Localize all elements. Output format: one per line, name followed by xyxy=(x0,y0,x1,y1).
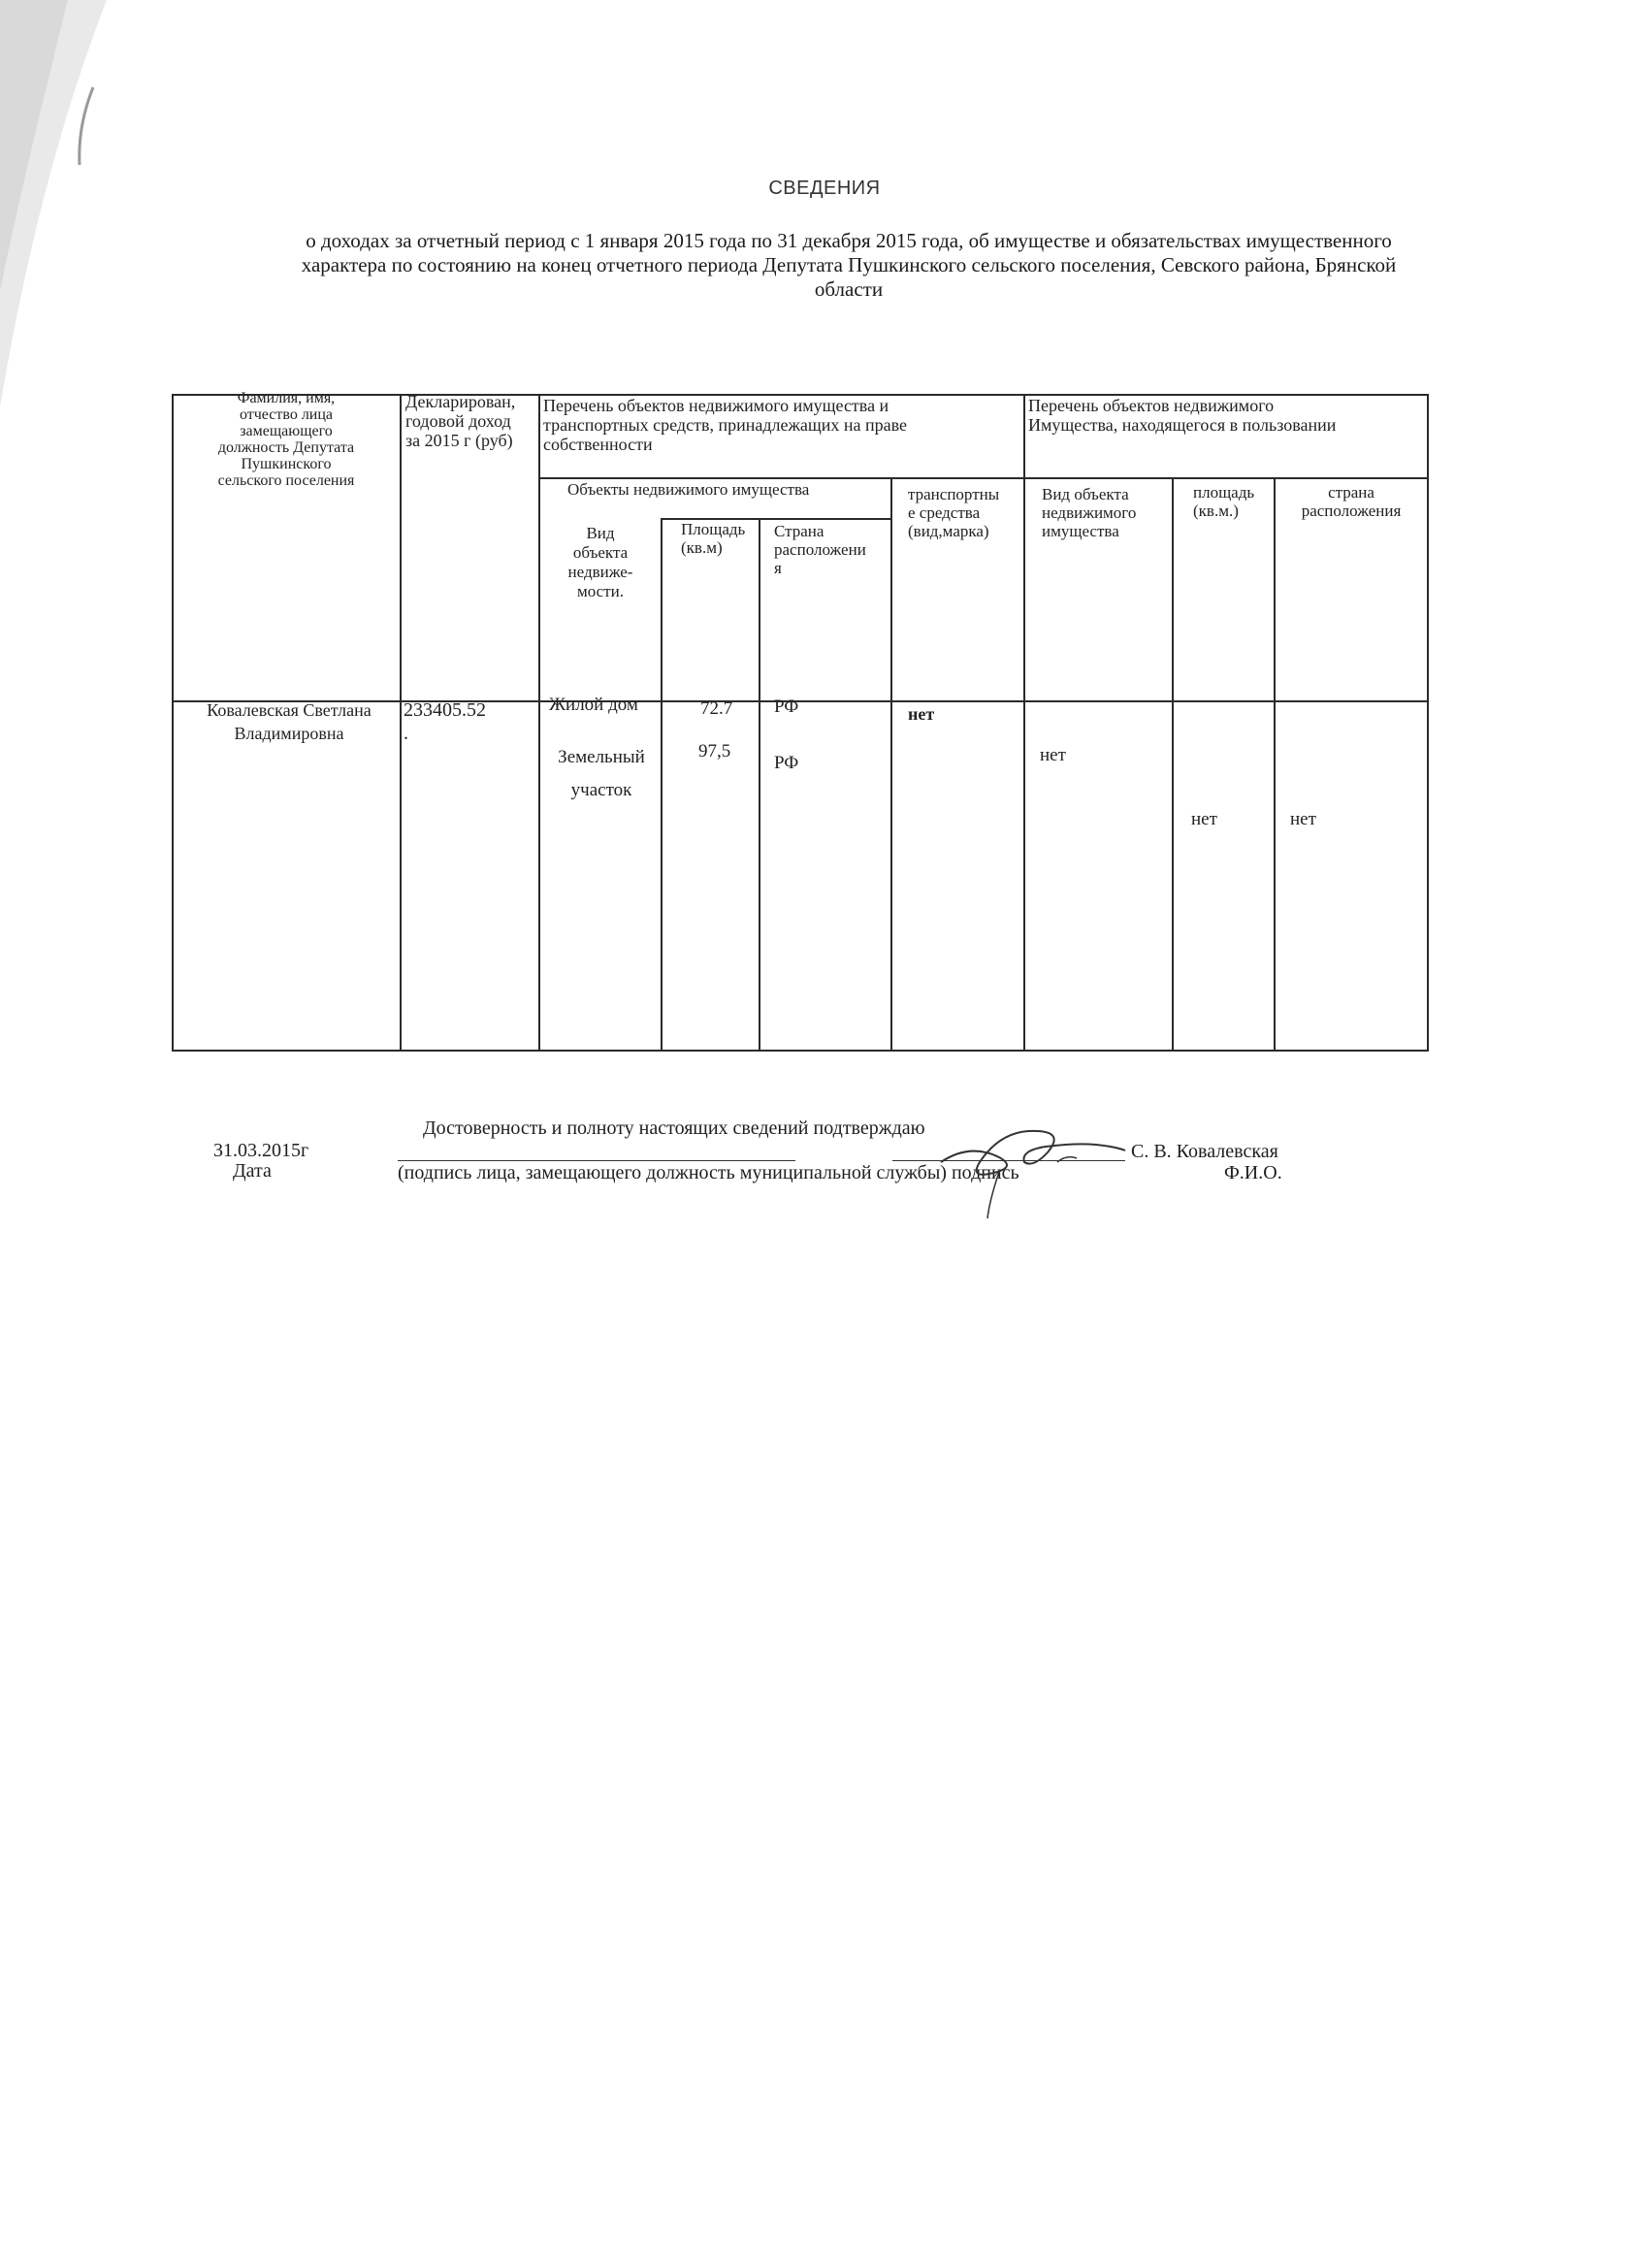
subtitle-line: области xyxy=(814,277,884,301)
row-used-type: нет xyxy=(1040,745,1066,765)
header-used-area xyxy=(1193,483,1271,520)
header-income xyxy=(405,392,537,450)
header-line: Вид xyxy=(586,524,615,542)
row-line: Владимировна xyxy=(234,724,344,743)
scan-edge-shadow xyxy=(0,0,155,407)
header-line: Перечень объектов недвижимого xyxy=(1028,396,1275,415)
col-line xyxy=(759,518,760,1052)
header-line: собственности xyxy=(543,435,653,454)
header-line: мости. xyxy=(576,582,624,600)
header-line: (кв.м.) xyxy=(1193,502,1239,520)
row-owned-country-1: РФ xyxy=(774,697,799,717)
header-line: расположения xyxy=(1301,502,1402,520)
row-line: Ковалевская Светлана xyxy=(207,700,372,720)
header-line: (кв.м) xyxy=(681,538,723,557)
col-line xyxy=(538,394,540,1052)
header-realty-group: Объекты недвижимого имущества xyxy=(567,480,810,499)
table-border-right xyxy=(1427,394,1429,1052)
row-owned-type-2 xyxy=(543,741,660,807)
header-owned-type xyxy=(543,524,658,601)
handwritten-signature-icon xyxy=(931,1104,1145,1220)
header-line: недвижимого xyxy=(1042,503,1137,522)
header-vehicles xyxy=(908,485,1022,540)
header-line: Вид объекта xyxy=(1042,485,1129,503)
row-line: Земельный xyxy=(558,747,645,767)
header-owned-country xyxy=(774,522,890,577)
declaration-date: 31.03.2015г xyxy=(213,1140,309,1161)
header-line: площадь xyxy=(1193,483,1255,502)
row-owned-country-2: РФ xyxy=(774,753,799,773)
header-line: сельского поселения xyxy=(217,472,355,489)
header-owned xyxy=(543,396,1020,454)
header-line: недвиже- xyxy=(567,563,633,581)
row-income-value: 233405.52 xyxy=(404,699,486,721)
header-line: Площадь xyxy=(681,520,746,538)
row-owned-type-1: Жилой дом xyxy=(549,695,638,715)
row-income xyxy=(404,698,537,745)
signature-caption: (подпись лица, замещающего должность муниципальной службы) подпись xyxy=(398,1162,1019,1183)
header-line: (вид,марка) xyxy=(908,522,989,540)
header-line: годовой доход xyxy=(405,411,511,431)
header-line: Перечень объектов недвижимого имущества и xyxy=(543,396,889,415)
header-line: должность Депутата xyxy=(217,439,355,456)
row-used-country: нет xyxy=(1290,809,1316,829)
header-line: Страна xyxy=(774,522,824,540)
header-line: Декларирован, xyxy=(405,392,516,411)
table-border-bottom xyxy=(172,1050,1429,1052)
header-line: расположени xyxy=(774,540,866,559)
col-line xyxy=(661,518,663,1052)
header-line: страна xyxy=(1328,483,1374,502)
header-owned-area xyxy=(681,520,759,557)
header-line: е средства xyxy=(908,503,981,522)
header-used xyxy=(1028,396,1426,435)
document-title: СВЕДЕНИЯ xyxy=(768,178,881,199)
header-line: я xyxy=(774,559,782,577)
row-income-mark: . xyxy=(404,723,408,744)
header-line: транспортных средств, принадлежащих на праве xyxy=(543,415,908,435)
col-line xyxy=(1274,477,1276,1052)
col-line xyxy=(1023,394,1025,1052)
table-border-left xyxy=(172,394,174,1052)
subtitle-line: характера по состоянию на конец отчетного периода Депутата Пушкинского сельского поселения, Севского района, Брянской xyxy=(301,253,1397,276)
header-line: Имущества, находящегося в пользовании xyxy=(1028,415,1337,435)
row-line: участок xyxy=(570,780,632,800)
header-person xyxy=(175,390,398,489)
header-line: Фамилия, имя, xyxy=(237,390,336,406)
subtitle-line: о доходах за отчетный период с 1 января 2015 года по 31 декабря 2015 года, об имуществе и обязательствах имущественного xyxy=(306,229,1392,252)
header-used-type xyxy=(1042,485,1170,540)
header-line: объекта xyxy=(572,543,629,562)
name-label: Ф.И.О. xyxy=(1224,1162,1282,1183)
row-vehicles: нет xyxy=(908,704,935,724)
header-used-country xyxy=(1277,483,1426,520)
col-line xyxy=(890,477,892,1052)
document-subtitle xyxy=(233,229,1465,302)
header-line: отчество лица xyxy=(239,406,334,423)
header-line: Пушкинского xyxy=(241,456,332,472)
row-owned-area-2: 97,5 xyxy=(698,741,731,761)
confirmation-text: Достоверность и полноту настоящих сведений подтверждаю xyxy=(423,1118,925,1139)
date-label: Дата xyxy=(233,1160,272,1182)
header-line: за 2015 г (руб) xyxy=(405,431,513,450)
row-used-area: нет xyxy=(1191,809,1217,829)
row-owned-area-1: 72.7 xyxy=(700,698,733,719)
row-person xyxy=(175,698,404,745)
table-group-separator xyxy=(538,477,1429,479)
declarant-name: С. В. Ковалевская xyxy=(1131,1141,1278,1162)
header-line: имущества xyxy=(1042,522,1119,540)
header-line: транспортны xyxy=(908,485,1000,503)
signature-underline xyxy=(398,1160,795,1161)
header-line: замещающего xyxy=(240,423,333,439)
col-line xyxy=(1172,477,1174,1052)
